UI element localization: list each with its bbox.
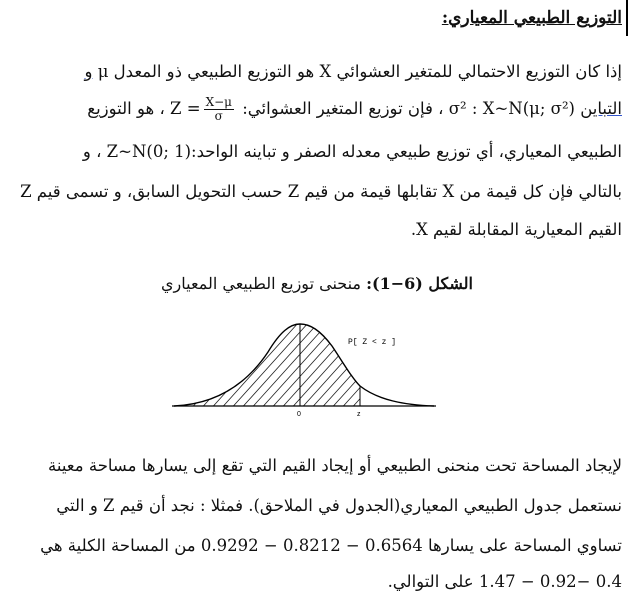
page-edge-rule bbox=[626, 0, 628, 36]
z-formula bbox=[170, 95, 237, 123]
intro-line-3: الطبيعي المعياري، أي توزيع طبيعي معدله الصفر و تباينه الواحد:(Z~N(0; 1 ، و bbox=[82, 142, 622, 161]
section-heading: التوزيع الطبيعي المعياري: bbox=[441, 8, 622, 28]
zero-tick-label: 0 bbox=[297, 411, 301, 418]
figure-caption bbox=[0, 274, 634, 293]
sigma-squared: σ² bbox=[448, 99, 467, 118]
figure-caption-label: الشكل (6−1): bbox=[366, 274, 473, 293]
intro-line-2-end: ، هو التوزيع bbox=[87, 99, 165, 118]
intro-line-2-mid: ، فإن توزيع المتغير العشوائي: bbox=[242, 99, 444, 118]
intro-line-5: القيم المعيارية المقابلة لقيم X. bbox=[410, 220, 622, 239]
body-line-2: نستعمل جدول الطبيعي المعياري(الجدول في الملاحق). فمثلا : نجد أن قيم Z و التي bbox=[56, 496, 622, 515]
body-line-1: لإيجاد المساحة تحت منحنى الطبيعي أو إيجاد القيم التي تقع إلى يسارها مساحة معينة bbox=[48, 456, 622, 475]
normal-curve-figure bbox=[168, 312, 440, 418]
probability-label: P[ Z < z ] bbox=[348, 338, 397, 347]
body-line-4: 0.4 −0.92 − 1.47 على التوالي. bbox=[387, 572, 622, 591]
z-fraction-numerator: X−μ bbox=[205, 95, 232, 109]
intro-line-2 bbox=[87, 96, 622, 123]
variance-word: التباين bbox=[580, 99, 622, 118]
intro-line-1 bbox=[84, 60, 622, 84]
figure-caption-text: منحنى توزيع الطبيعي المعياري bbox=[161, 274, 361, 293]
z-tick-label: z bbox=[357, 411, 361, 418]
body-line-3: تساوي المساحة على يسارها 0.6564 − 0.8212 − 0.9292 من المساحة الكلية هي bbox=[40, 536, 622, 555]
z-fraction-denominator: σ bbox=[214, 109, 223, 123]
z-fraction bbox=[204, 96, 234, 123]
z-equals: Z = bbox=[170, 99, 201, 118]
x-distribution: : X~N(μ; σ²) bbox=[471, 99, 575, 118]
intro-line-1-end: و bbox=[84, 62, 93, 81]
intro-line-4: بالتالي فإن كل قيمة من X تقابلها قيمة من قيم Z حسب التحويل السابق، و تسمى قيم Z bbox=[20, 182, 622, 201]
intro-line-1-text: إذا كان التوزيع الاحتمالي للمتغير العشوائي X هو التوزيع الطبيعي ذو المعدل μ bbox=[97, 62, 622, 81]
